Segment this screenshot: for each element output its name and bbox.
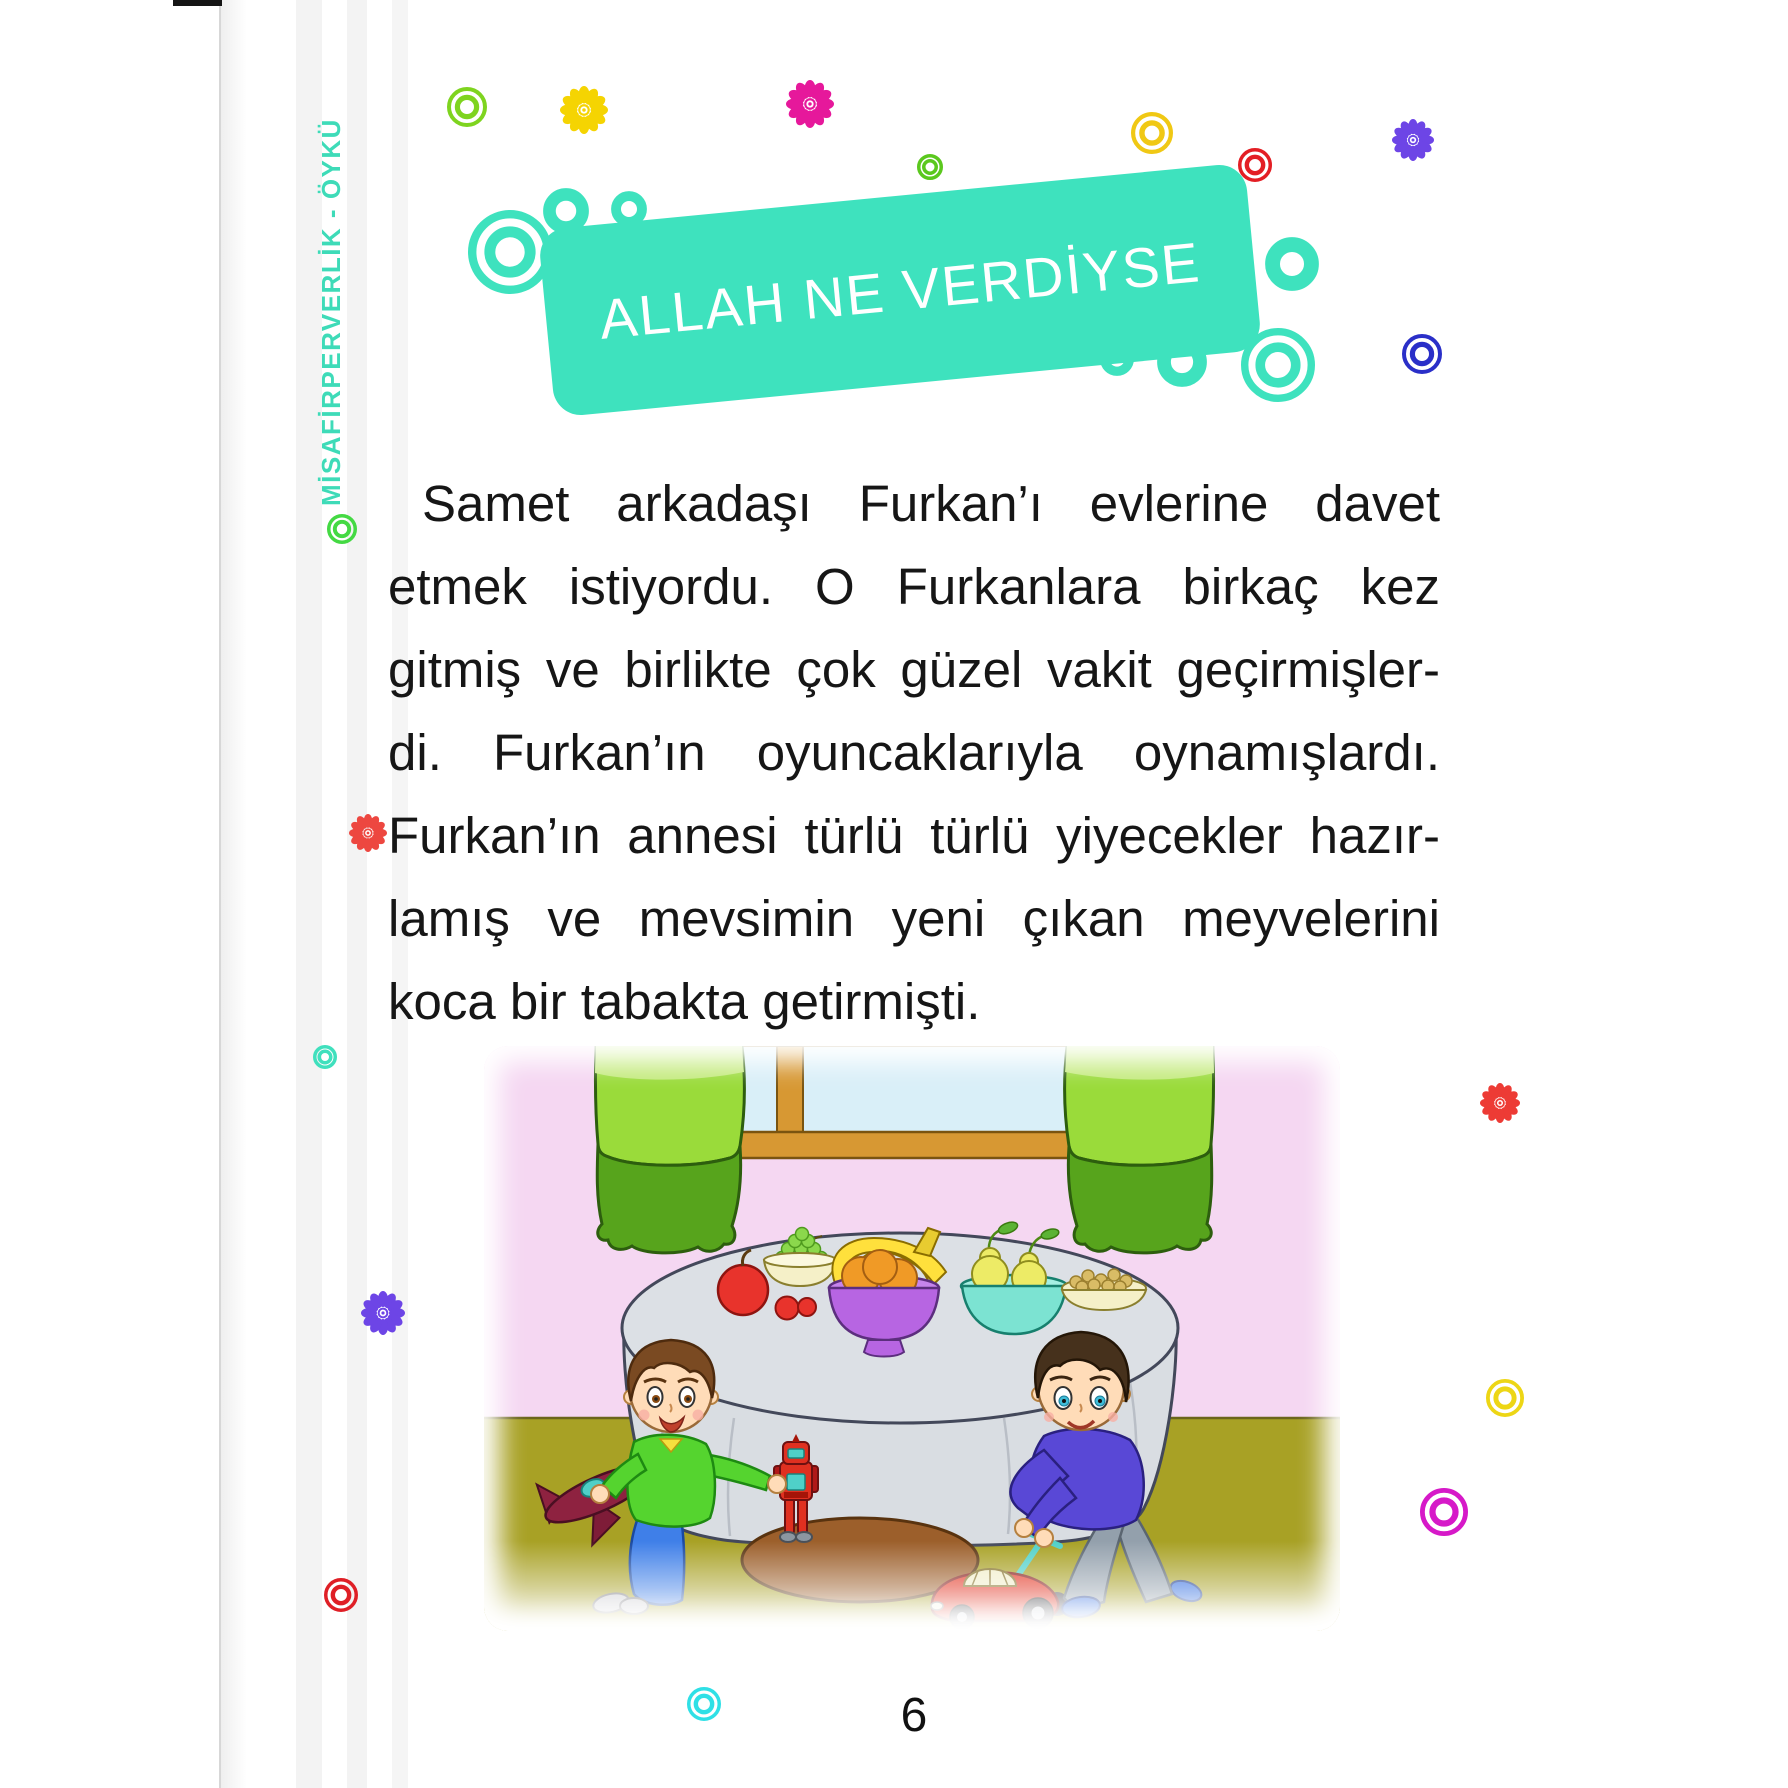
story-line: Samet arkadaşı Furkan’ı evlerine davet	[422, 475, 1440, 532]
story-text	[388, 462, 1440, 1043]
chapter-sidebar-label: MİSAFİRPERVERLİK - ÖYKÜ	[316, 118, 346, 506]
ring-decoration	[1480, 1373, 1530, 1423]
ring-decoration	[1414, 1482, 1474, 1542]
flower-decoration	[554, 80, 614, 140]
curtain-right	[1065, 1046, 1214, 1253]
ring-decoration	[1232, 142, 1278, 188]
story-line: gitmiş ve birlikte çok güzel vakit geçirmişler-	[388, 641, 1440, 698]
story-line: etmek istiyordu. O Furkanlara birkaç kez	[388, 558, 1440, 615]
ring-decoration	[1396, 328, 1448, 380]
ring-decoration	[911, 148, 949, 186]
ring-decoration	[307, 1039, 343, 1075]
page-edge-stripe	[221, 0, 247, 1788]
story-line: di. Furkan’ın oyuncaklarıyla oynamışlardı.	[388, 724, 1440, 781]
ring-decoration	[681, 1681, 727, 1727]
flower-decoration	[355, 1285, 411, 1341]
page-number: 6	[900, 1689, 928, 1742]
story-line: lamış ve mevsimin yeni çıkan meyvelerini	[388, 890, 1440, 947]
curtain-left	[595, 1046, 744, 1253]
story-line: koca bir tabakta getirmişti.	[388, 973, 981, 1030]
ring-decoration	[1259, 231, 1325, 297]
ring-decoration	[321, 508, 363, 550]
flower-decoration	[1474, 1077, 1526, 1129]
ring-decoration	[1125, 106, 1179, 160]
flower-decoration	[780, 74, 840, 134]
page-title: ALLAH NE VERDİYSE	[596, 229, 1204, 351]
page-edge-stripe	[347, 0, 367, 1788]
ring-decoration	[318, 1572, 364, 1618]
flower-decoration	[343, 808, 393, 858]
crop-mark	[173, 0, 222, 6]
ring-decoration	[441, 81, 493, 133]
story-line: Furkan’ın annesi türlü türlü yiyecekler hazır-	[388, 807, 1440, 864]
flower-decoration	[1386, 113, 1440, 167]
illustration-canvas	[484, 1046, 1340, 1631]
story-illustration	[484, 1046, 1340, 1631]
